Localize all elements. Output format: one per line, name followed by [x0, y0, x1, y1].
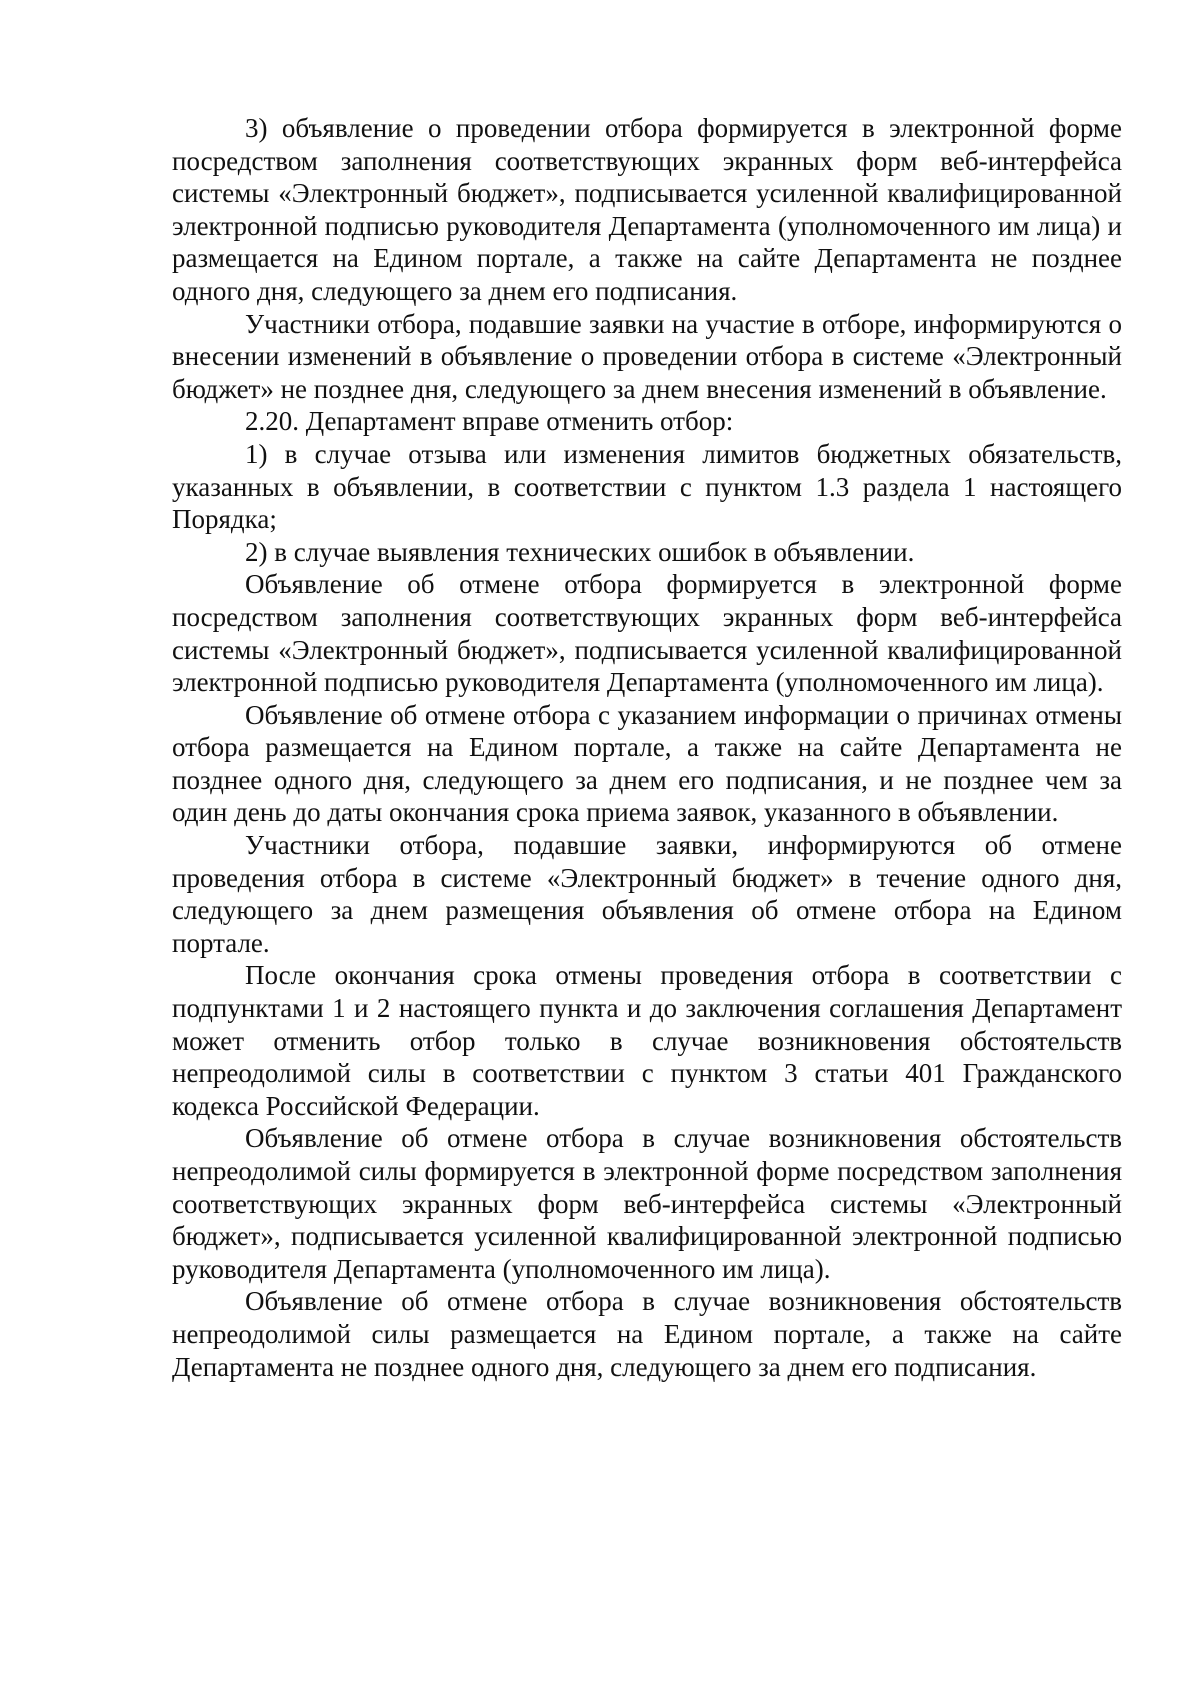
paragraph-cancel-announcement-formation: Объявление об отмене отбора формируется в электронной форме посредством заполнения соответствующих экранных форм веб-интерфейса системы «Электронный бюджет», подписывается усиленной квалифицированной электронной подписью руководителя Департамента (уполномоченного им лица). — [172, 569, 1122, 698]
paragraph-clause-2-20: 2.20. Департамент вправе отменить отбор: — [245, 406, 734, 437]
paragraph-cancel-reason-1: 1) в случае отзыва или изменения лимитов бюджетных обязательств, указанных в объявлении, в соответствии с пунктом 1.3 раздела 1 настоящего Порядка; — [172, 438, 1122, 535]
paragraph-force-majeure-cancel: После окончания срока отмены проведения отбора в соответствии с подпунктами 1 и 2 настоящего пункта и до заключения соглашения Департамент может отменить отбор только в случае возникновения обстоятельств непреодолимой силы в соответствии с пунктом 3 статьи 401 Гражданского кодекса Российской Федерации. — [172, 960, 1122, 1121]
paragraph-participants-informed-cancel: Участники отбора, подавшие заявки, информируются об отмене проведения отбора в системе «Электронный бюджет» в течение одного дня, следующего за днем размещения объявления об отмене отбора на Едином портале. — [172, 830, 1122, 958]
paragraph-participants-informed-changes: Участники отбора, подавшие заявки на участие в отборе, информируются о внесении изменений в объявление о проведении отбора в системе «Электронный бюджет» не позднее дня, следующего за днем внесения изменений в объявление. — [172, 308, 1122, 404]
paragraph-cancel-reason-2: 2) в случае выявления технических ошибок в объявлении. — [245, 536, 915, 567]
paragraph-cancel-announcement-publication: Объявление об отмене отбора с указанием информации о причинах отмены отбора размещается на Едином портале, а также на сайте Департамента не позднее одного дня, следующего за днем его подписания, и не позднее чем за один день до даты окончания срока приема заявок, указанного в объявлении. — [172, 699, 1122, 828]
paragraph-force-majeure-formation: Объявление об отмене отбора в случае возникновения обстоятельств непреодолимой силы формируется в электронной форме посредством заполнения соответствующих экранных форм веб-интерфейса системы «Электронный бюджет», подписывается усиленной квалифицированной электронной подписью руководителя Департамента (уполномоченного им лица). — [172, 1123, 1122, 1284]
paragraph-force-majeure-publication: Объявление об отмене отбора в случае возникновения обстоятельств непреодолимой силы размещается на Едином портале, а также на сайте Департамента не позднее одного дня, следующего за днем его подписания. — [172, 1286, 1122, 1382]
paragraph-announcement-formation: 3) объявление о проведении отбора формируется в электронной форме посредством заполнения соответствующих экранных форм веб-интерфейса системы «Электронный бюджет», подписывается усиленной квалифицированной электронной подписью руководителя Департамента (уполномоченного им лица) и размещается на Едином портале, а также на сайте Департамента не позднее одного дня, следующего за днем его подписания. — [172, 113, 1122, 306]
document-body — [172, 112, 1122, 1383]
